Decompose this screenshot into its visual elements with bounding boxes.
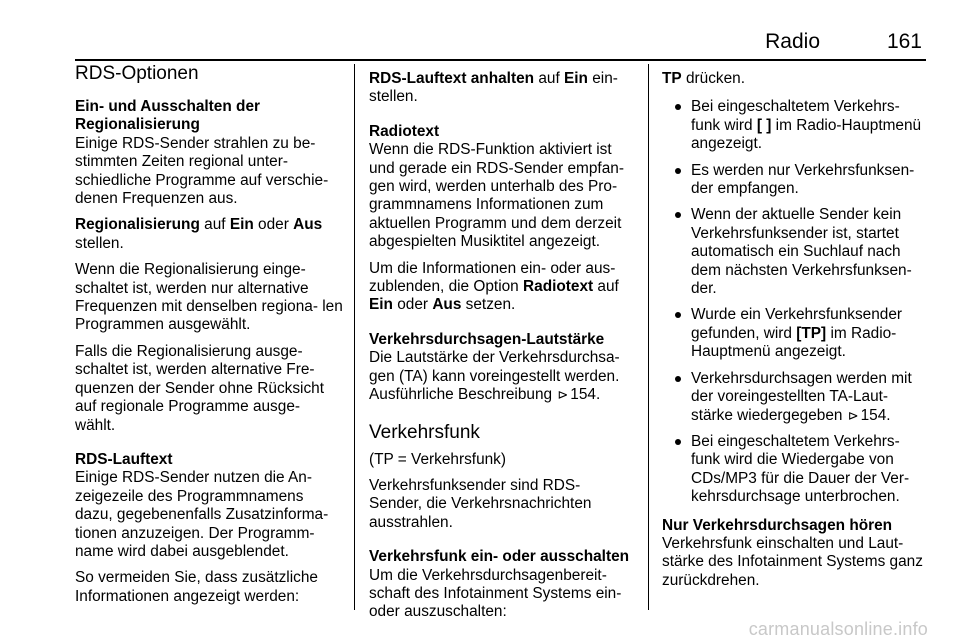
text: Bei eingeschaltetem Verkehrs- funk wird bbox=[691, 98, 900, 134]
paragraph bbox=[75, 216, 343, 253]
paragraph: (TP = Verkehrsfunk) bbox=[369, 450, 507, 468]
text: im Radio- Hauptmenü angezeigt. bbox=[691, 324, 897, 361]
subheading bbox=[75, 98, 343, 135]
tp-symbol: [ ] bbox=[756, 116, 772, 134]
header-rule bbox=[75, 59, 926, 61]
text: auf bbox=[593, 278, 619, 296]
list-item bbox=[662, 98, 927, 153]
list-item bbox=[662, 306, 927, 361]
paragraph: Falls die Regionalisierung ausge- schaltet ist, werden alternative Fre- quenzen der Sender ohne Rücksicht auf regionale Programme ausge- wählt. bbox=[75, 342, 324, 434]
text: oder bbox=[392, 296, 433, 314]
section-heading: Verkehrsfunk bbox=[369, 421, 480, 443]
page-header bbox=[75, 24, 926, 60]
paragraph: Verkehrsfunk einschalten und Laut- stärke des Infotainment Systems ganz zurückdrehen. bbox=[662, 534, 923, 589]
list-item: Wenn der aktuelle Sender kein Verkehrsfunksender ist, startet automatisch ein Suchlauf nach dem nächsten Verkehrsfunksen- der. bbox=[662, 206, 927, 298]
text: drücken. bbox=[681, 70, 745, 87]
subheading-line: Regionalisierung bbox=[75, 116, 200, 134]
option-label: Regionalisierung bbox=[75, 216, 200, 234]
paragraph bbox=[369, 349, 634, 404]
paragraph: Um die Verkehrsdurchsagenbereit- schaft des Infotainment Systems ein- oder auszuschalten: bbox=[369, 566, 622, 621]
paragraph: Einige RDS-Sender nutzen die An- zeigezeile des Programmnamens dazu, gegebenenfalls Zusatzinforma- tionen anzuzeigen. Der Programm- name wird dabei ausgeblendet. bbox=[75, 469, 329, 560]
chapter-title: Radio bbox=[765, 30, 820, 53]
text: Die Lautstärke der Verkehrsdurchsa- gen (TA) kann voreingestellt werden. Ausführliche Beschreibung bbox=[369, 349, 620, 404]
subheading: Radiotext bbox=[369, 122, 440, 140]
text: Wurde ein Verkehrsfunksender gefunden, wird bbox=[691, 306, 903, 342]
bullet-list bbox=[662, 98, 927, 506]
subheading: RDS-Lauftext bbox=[75, 450, 173, 468]
text: im Radio-Hauptmenü angezeigt. bbox=[691, 116, 922, 153]
page-number: 161 bbox=[886, 30, 922, 53]
text: oder bbox=[253, 216, 294, 234]
option-value: Aus bbox=[432, 296, 462, 314]
option-label: Radiotext bbox=[523, 278, 594, 296]
list-item: Es werden nur Verkehrsfunksen- der empfangen. bbox=[662, 162, 927, 199]
subheading-line: Ein- und Ausschalten der bbox=[75, 98, 260, 115]
paragraph: Wenn die Regionalisierung einge- schaltet ist, werden nur alternative Frequenzen mit denselben regiona- len Programmen ausgewählt. bbox=[75, 261, 343, 334]
option-label: RDS-Lauftext anhalten bbox=[369, 70, 535, 87]
watermark: carmanualsonline.info bbox=[748, 619, 928, 639]
text: Verkehrsdurchsagen werden mit der voreingestellten TA-Laut- stärke wiedergegeben bbox=[691, 369, 912, 424]
paragraph: Wenn die RDS-Funktion aktiviert ist und gerade ein RDS-Sender empfan- gen wird, werden unterhalb des Pro- grammnamens Informationen zum aktuellen Programm und dem derzeit abgespielten Musiktitel angezeigt. bbox=[369, 141, 624, 251]
option-value: Ein bbox=[369, 296, 393, 314]
page-reference-arrow-icon: ⊳ bbox=[557, 387, 569, 403]
page-reference[interactable]: 154. bbox=[570, 386, 601, 404]
page-reference[interactable]: 154. bbox=[860, 406, 891, 424]
subheading: Nur Verkehrsdurchsagen hören bbox=[662, 516, 893, 534]
column-divider bbox=[648, 64, 649, 610]
paragraph bbox=[369, 70, 634, 107]
text: auf bbox=[534, 70, 564, 87]
text: setzen. bbox=[461, 296, 516, 314]
text: Um die Informationen ein- oder aus- zublenden, die Option bbox=[369, 259, 616, 296]
button-key: [TP] bbox=[796, 324, 827, 342]
page-reference-arrow-icon: ⊳ bbox=[847, 407, 859, 423]
subheading: Verkehrsfunk ein- oder ausschalten bbox=[369, 548, 630, 566]
paragraph bbox=[369, 260, 634, 315]
text: stellen. bbox=[75, 234, 124, 252]
column-3 bbox=[662, 70, 927, 598]
column-1 bbox=[75, 62, 343, 614]
column-divider bbox=[354, 64, 355, 610]
paragraph: Einige RDS-Sender strahlen zu be- stimmten Zeiten regional unter- schiedliche Programme auf verschie- denen Frequenzen aus. bbox=[75, 134, 329, 208]
option-value: Ein bbox=[229, 216, 254, 234]
section-heading: RDS-Optionen bbox=[75, 63, 199, 84]
list-item bbox=[662, 370, 927, 425]
paragraph: Verkehrsfunksender sind RDS- Sender, die Verkehrsnachrichten ausstrahlen. bbox=[369, 476, 592, 531]
subheading: Verkehrsdurchsagen-Lautstärke bbox=[369, 330, 605, 348]
paragraph: So vermeiden Sie, dass zusätzliche Informationen angezeigt werden: bbox=[75, 569, 318, 605]
list-item: Bei eingeschaltetem Verkehrs- funk wird die Wiedergabe von CDs/MP3 für die Dauer der Ver- kehrsdurchsage unterbrochen. bbox=[662, 433, 927, 507]
paragraph bbox=[662, 70, 927, 88]
text: auf bbox=[199, 216, 230, 234]
option-value: Ein bbox=[564, 70, 588, 87]
column-2 bbox=[369, 70, 634, 630]
text: ein- stellen. bbox=[369, 70, 618, 106]
button-key: TP bbox=[662, 70, 682, 87]
option-value: Aus bbox=[293, 216, 323, 234]
